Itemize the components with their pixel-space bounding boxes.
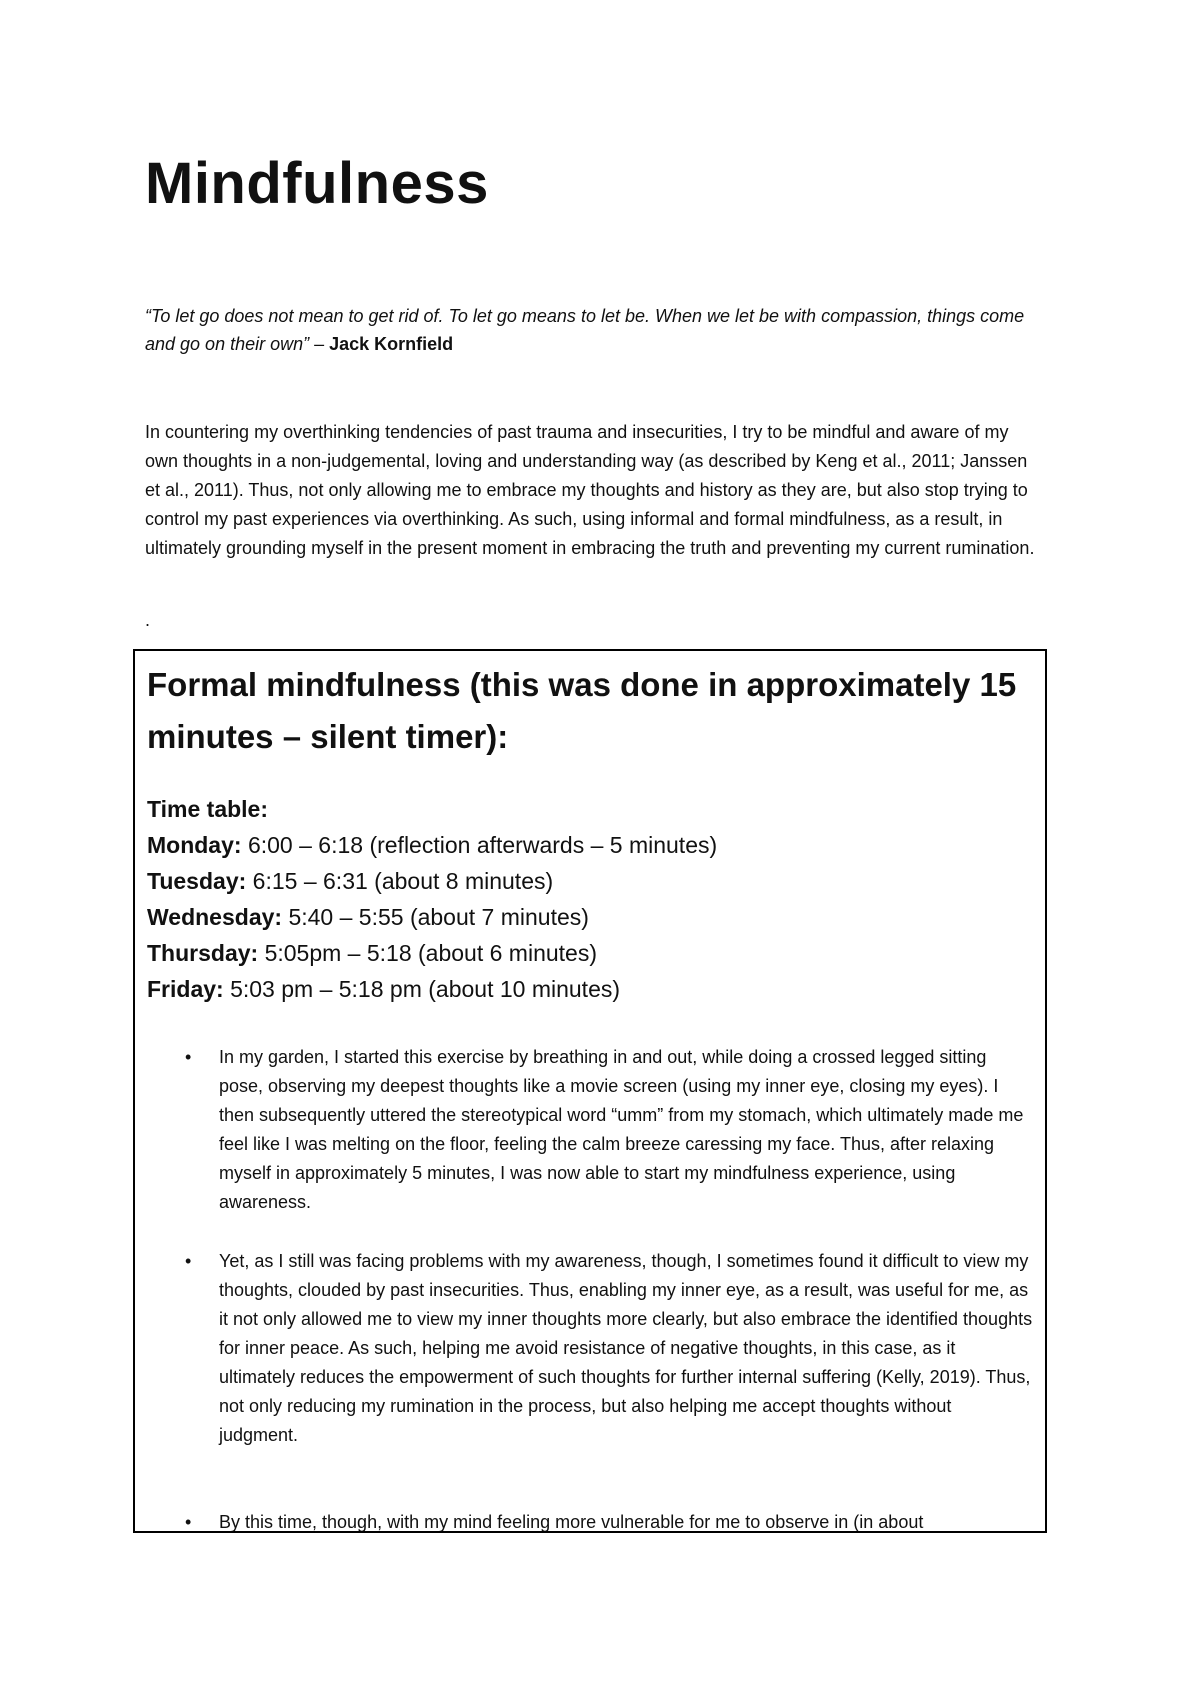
timetable-day: Friday: [147, 976, 224, 1002]
bullet-icon: • [185, 1251, 192, 1271]
timetable-row-wednesday [147, 899, 1027, 935]
bullet-icon: • [185, 1047, 192, 1067]
bullet-list [135, 1043, 1045, 1533]
timetable-row-tuesday [147, 863, 1027, 899]
list-item [135, 1247, 1045, 1450]
timetable-time: 5:03 pm – 5:18 pm (about 10 minutes) [223, 976, 621, 1002]
stray-dot: . [145, 610, 151, 630]
timetable-label: Time table: [147, 796, 268, 822]
timetable-row-friday [147, 971, 1027, 1007]
bullet-icon: • [185, 1512, 192, 1532]
timetable-time: 6:15 – 6:31 (about 8 minutes) [246, 868, 554, 894]
timetable-day: Thursday: [147, 940, 259, 966]
list-item [135, 1508, 1045, 1533]
timetable-day: Wednesday: [147, 904, 283, 930]
intro-paragraph: In countering my overthinking tendencies of past trauma and insecurities, I try to be mindful and aware of my own thoughts in a non-judgemental, loving and understanding way (as described by Keng et al., 2011; Janssen et al., 2011). Thus, not only allowing me to embrace my thoughts and history as they are, but also stop trying to control my past experiences via overthinking. As such, using informal and formal mindfulness, as a result, in ultimately grounding myself in the present moment in embracing the truth and preventing my current rumination. [145, 422, 1035, 558]
list-item [135, 1043, 1045, 1217]
list-item-text: In my garden, I started this exercise by breathing in and out, while doing a crossed legged sitting pose, observing my deepest thoughts like a movie screen (using my inner eye, closing my eyes). I then subsequently uttered the stereotypical word “umm” from my stomach, which ultimately made me feel like I was melting on the floor, feeling the calm breeze caressing my face. Thus, after relaxing myself in approximately 5 minutes, I was now able to start my mindfulness experience, using awareness. [219, 1047, 1024, 1212]
quote [145, 302, 1045, 358]
timetable-time: 5:40 – 5:55 (about 7 minutes) [282, 904, 589, 930]
timetable-row-thursday [147, 935, 1027, 971]
page-title: Mindfulness [145, 151, 489, 216]
list-item-text: Yet, as I still was facing problems with my awareness, though, I sometimes found it difficult to view my thoughts, clouded by past insecurities. Thus, enabling my inner eye, as a result, was useful for me, as it not only allowed me to view my inner thoughts more clearly, but also embrace the identified thoughts for inner peace. As such, helping me avoid resistance of negative thoughts, in this case, as it ultimately reduces the empowerment of such thoughts for further internal suffering (Kelly, 2019). Thus, not only reducing my rumination in the process, but also helping me accept thoughts without judgment. [219, 1251, 1033, 1445]
formal-mindfulness-box [133, 649, 1047, 1533]
quote-text: “To let go does not mean to get rid of. To let go means to let be. When we let be with compassion, things come and go on their own” [145, 306, 1025, 354]
box-heading: Formal mindfulness (this was done in approximately 15 minutes – silent timer): [147, 666, 1017, 755]
timetable-time: 6:00 – 6:18 (reflection afterwards – 5 minutes) [241, 832, 718, 858]
timetable-day: Monday: [147, 832, 242, 858]
quote-separator: – [309, 334, 330, 354]
timetable-label-row [147, 791, 1027, 827]
quote-author: Jack Kornfield [329, 334, 454, 354]
list-item-text: By this time, though, with my mind feeling more vulnerable for me to observe in (in about [219, 1512, 924, 1532]
timetable-day: Tuesday: [147, 868, 247, 894]
timetable-time: 5:05pm – 5:18 (about 6 minutes) [258, 940, 597, 966]
timetable [147, 791, 1027, 1007]
timetable-row-monday [147, 827, 1027, 863]
